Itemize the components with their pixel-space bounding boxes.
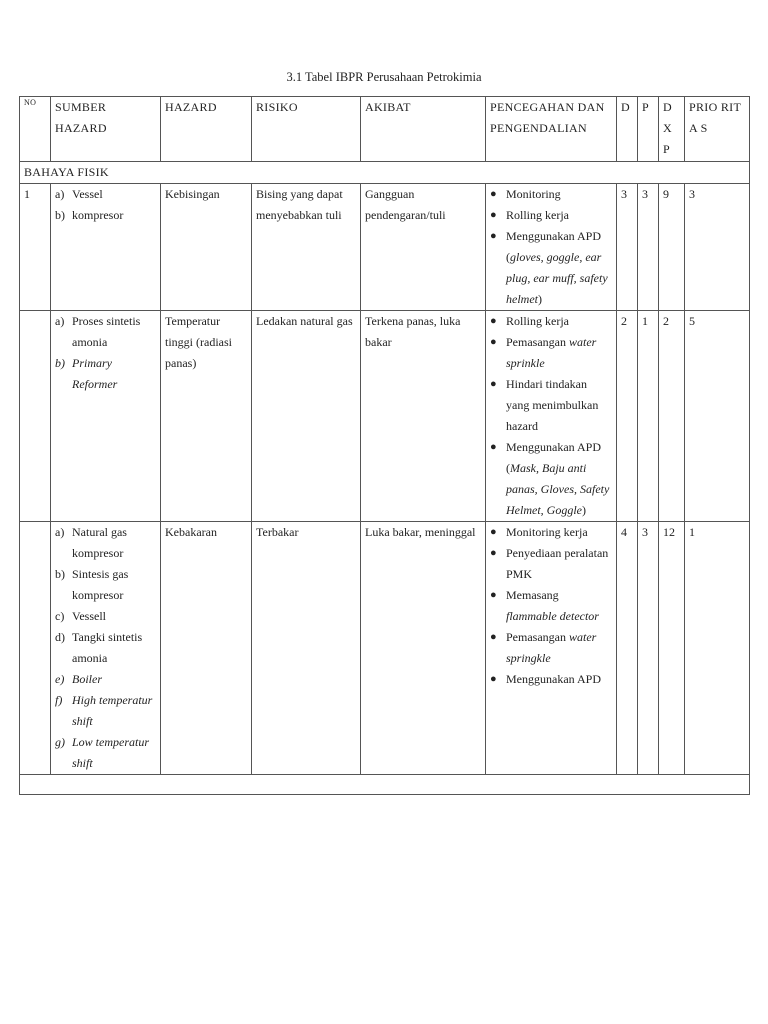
cell-pencegahan <box>486 311 617 522</box>
cell-risiko: Bising yang dapat menyebabkan tuli <box>252 184 361 311</box>
control-item <box>490 437 612 521</box>
source-text: Tangki sintetis amonia <box>72 630 143 665</box>
control-item <box>490 184 612 205</box>
control-text-normal: Rolling kerja <box>506 208 569 222</box>
cell-d: 3 <box>617 184 638 311</box>
bullet-icon: ● <box>490 315 497 327</box>
control-item <box>490 332 612 374</box>
source-text: Primary Reformer <box>72 356 118 391</box>
source-item <box>55 690 156 732</box>
cell-akibat: Luka bakar, meninggal <box>361 522 486 775</box>
header-risiko: RISIKO <box>252 97 361 162</box>
cell-prioritas: 5 <box>685 311 750 522</box>
control-text-normal: Memasang <box>506 588 559 602</box>
cell-akibat: Gangguan pendengaran/tuli <box>361 184 486 311</box>
cell-d: 4 <box>617 522 638 775</box>
control-text <box>506 437 612 521</box>
control-text-normal: ) <box>538 292 542 306</box>
cell-p: 3 <box>638 184 659 311</box>
cell-risiko: Ledakan natural gas <box>252 311 361 522</box>
bullet-icon: ● <box>490 230 497 242</box>
table-caption: 3.1 Tabel IBPR Perusahaan Petrokimia <box>286 70 482 84</box>
source-marker: d) <box>55 630 65 644</box>
control-list <box>490 311 612 521</box>
control-text <box>506 226 612 310</box>
control-item <box>490 226 612 310</box>
control-text-normal: Penyediaan peralatan PMK <box>506 546 609 581</box>
source-item <box>55 184 156 205</box>
source-text: kompresor <box>72 208 124 222</box>
source-item <box>55 732 156 774</box>
control-text <box>506 543 612 585</box>
source-marker: b) <box>55 567 65 581</box>
table-row <box>20 311 750 522</box>
control-item <box>490 585 612 627</box>
table-row <box>20 184 750 311</box>
cell-akibat: Terkena panas, luka bakar <box>361 311 486 522</box>
table-row <box>20 522 750 775</box>
control-item <box>490 374 612 437</box>
source-text: Proses sintetis amonia <box>72 314 141 349</box>
cell-no <box>20 522 51 775</box>
header-row <box>20 97 750 162</box>
control-item <box>490 627 612 669</box>
cell-hazard: Kebakaran <box>161 522 252 775</box>
source-text: Natural gas kompresor <box>72 525 127 560</box>
control-text-normal: Pemasangan <box>506 630 569 644</box>
control-text-italic: water springkle <box>506 630 597 665</box>
control-list <box>490 184 612 310</box>
control-text-normal: Pemasangan <box>506 335 569 349</box>
bullet-icon: ● <box>490 547 497 559</box>
source-marker: f) <box>55 693 63 707</box>
source-item <box>55 564 156 606</box>
cell-p: 3 <box>638 522 659 775</box>
cell-dxp: 12 <box>659 522 685 775</box>
ibpr-table <box>19 96 750 795</box>
control-text-normal: Monitoring <box>506 187 561 201</box>
control-text-italic: Mask, Baju anti panas, Gloves, Safety Helmet, Goggle <box>506 461 610 517</box>
cell-pencegahan <box>486 184 617 311</box>
bullet-icon: ● <box>490 631 497 643</box>
control-text <box>506 585 612 627</box>
control-text-italic: flammable detector <box>506 609 599 623</box>
bullet-icon: ● <box>490 378 497 390</box>
control-text-italic: water sprinkle <box>506 335 597 370</box>
cell-no: 1 <box>20 184 51 311</box>
bullet-icon: ● <box>490 336 497 348</box>
source-text: Low temperatur shift <box>72 735 150 770</box>
cell-prioritas: 3 <box>685 184 750 311</box>
source-text: High temperatur shift <box>72 693 153 728</box>
control-text-normal: ) <box>581 503 586 517</box>
header-sumber-hazard: SUMBER HAZARD <box>51 97 161 162</box>
header-d: D <box>617 97 638 162</box>
source-marker: g) <box>55 735 65 749</box>
source-marker: a) <box>55 187 65 201</box>
source-marker: a) <box>55 314 65 328</box>
control-text-normal: Menggunakan APD ( <box>506 440 601 475</box>
cell-prioritas: 1 <box>685 522 750 775</box>
bullet-icon: ● <box>490 589 497 601</box>
empty-cell <box>20 775 750 795</box>
control-item <box>490 522 612 543</box>
cell-risiko: Terbakar <box>252 522 361 775</box>
control-text <box>506 332 612 374</box>
control-text <box>506 669 612 690</box>
cell-sumber-hazard <box>51 184 161 311</box>
source-marker: e) <box>55 672 65 686</box>
header-dxp: D X P <box>659 97 685 162</box>
header-pencegahan: PENCEGAHAN DAN PENGENDALIAN <box>486 97 617 162</box>
source-item <box>55 627 156 669</box>
control-text <box>506 522 612 543</box>
bullet-icon: ● <box>490 673 497 685</box>
source-item <box>55 205 156 226</box>
section-row <box>20 162 750 184</box>
control-list <box>490 522 612 690</box>
cell-dxp: 2 <box>659 311 685 522</box>
source-text: Boiler <box>72 672 102 686</box>
cell-pencegahan <box>486 522 617 775</box>
source-item <box>55 522 156 564</box>
control-item <box>490 543 612 585</box>
source-marker: c) <box>55 609 65 623</box>
control-text <box>506 374 612 437</box>
control-text-normal: Monitoring kerja <box>506 525 588 539</box>
bullet-icon: ● <box>490 526 497 538</box>
source-list <box>55 311 156 395</box>
control-text <box>506 205 612 226</box>
control-item <box>490 205 612 226</box>
header-no: NO <box>20 97 51 162</box>
source-list <box>55 522 156 774</box>
source-item <box>55 311 156 353</box>
cell-hazard: Kebisingan <box>161 184 252 311</box>
cell-dxp: 9 <box>659 184 685 311</box>
source-marker: b) <box>55 356 65 370</box>
source-item <box>55 606 156 627</box>
source-item <box>55 669 156 690</box>
control-text <box>506 184 612 205</box>
control-text-italic: gloves, goggle, ear plug, ear muff, safety helmet <box>506 250 608 306</box>
bullet-icon: ● <box>490 188 497 200</box>
source-item <box>55 353 156 395</box>
source-marker: a) <box>55 525 65 539</box>
cell-d: 2 <box>617 311 638 522</box>
control-text <box>506 627 612 669</box>
header-prioritas: PRIO RITA S <box>685 97 750 162</box>
bullet-icon: ● <box>490 441 497 453</box>
section-title: BAHAYA FISIK <box>20 162 750 184</box>
source-text: Sintesis gas kompresor <box>72 567 129 602</box>
header-hazard: HAZARD <box>161 97 252 162</box>
control-text-normal: Hindari tindakan yang menimbulkan hazard <box>506 377 599 433</box>
cell-no <box>20 311 51 522</box>
source-marker: b) <box>55 208 65 222</box>
cell-sumber-hazard <box>51 311 161 522</box>
source-text: Vessell <box>72 609 106 623</box>
cell-p: 1 <box>638 311 659 522</box>
header-akibat: AKIBAT <box>361 97 486 162</box>
empty-row <box>20 775 750 795</box>
control-item <box>490 669 612 690</box>
source-text: Vessel <box>72 187 103 201</box>
control-item <box>490 311 612 332</box>
header-p: P <box>638 97 659 162</box>
control-text-normal: Rolling kerja <box>506 314 569 328</box>
control-text <box>506 311 612 332</box>
bullet-icon: ● <box>490 209 497 221</box>
source-list <box>55 184 156 226</box>
control-text-normal: Menggunakan APD <box>506 672 601 686</box>
cell-hazard: Temperatur tinggi (radiasi panas) <box>161 311 252 522</box>
control-text-normal: Menggunakan APD ( <box>506 229 601 264</box>
cell-sumber-hazard <box>51 522 161 775</box>
